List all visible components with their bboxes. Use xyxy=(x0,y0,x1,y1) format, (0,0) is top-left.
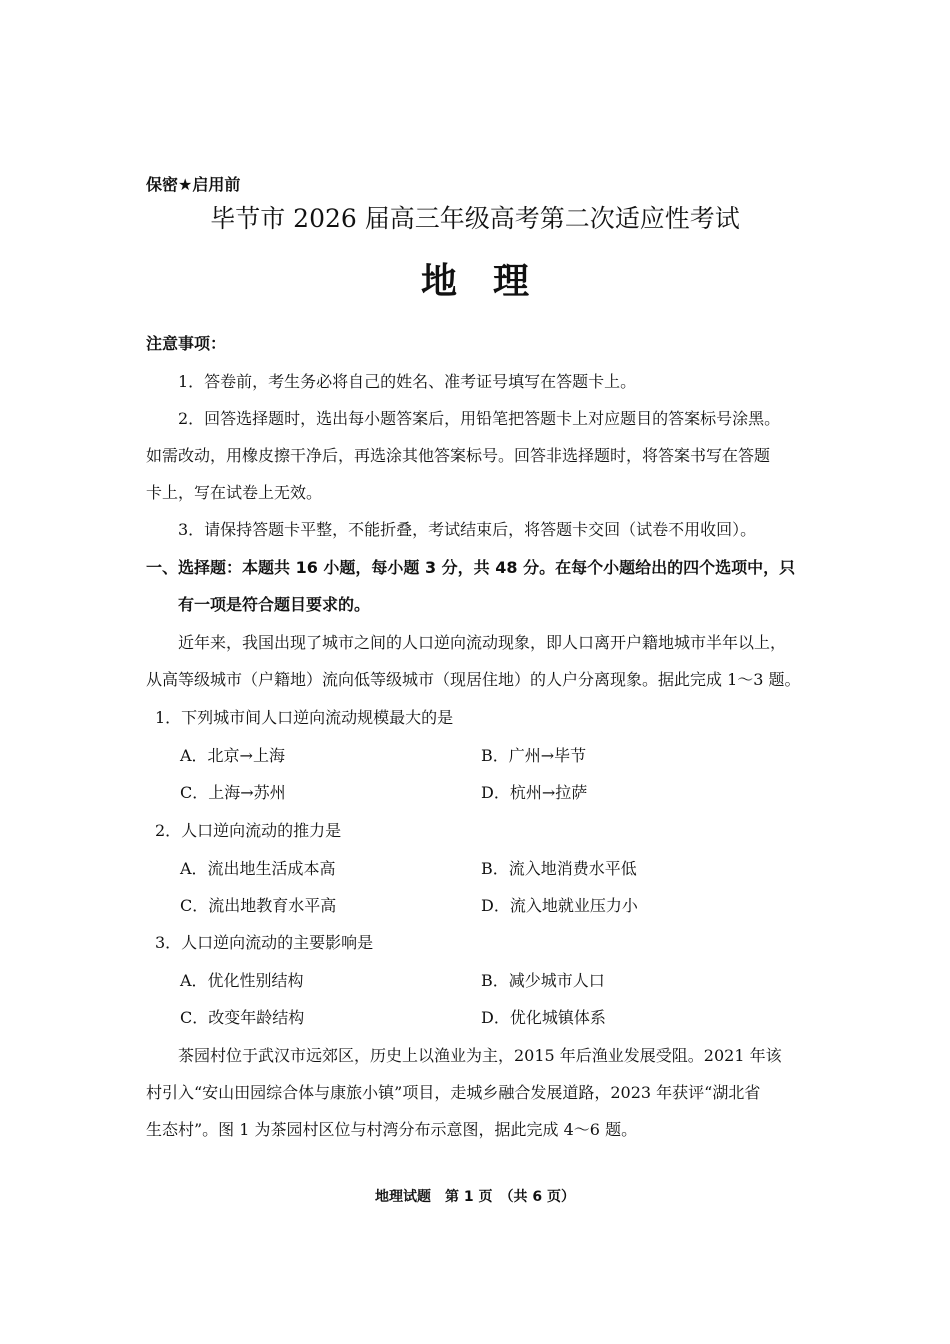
question-3-stem: 3．人口逆向流动的主要影响是 xyxy=(155,933,374,952)
passage-2-line-3: 生态村”。图 1 为茶园村区位与村湾分布示意图，据此完成 4～6 题。 xyxy=(146,1120,638,1139)
question-1-stem: 1．下列城市间人口逆向流动规模最大的是 xyxy=(155,708,454,727)
question-1-option-c: C．上海→苏州 xyxy=(180,783,286,802)
question-3-option-c: C．改变年龄结构 xyxy=(180,1008,305,1027)
notice-item-1: 1．答卷前，考生务必将自己的姓名、准考证号填写在答题卡上。 xyxy=(178,372,637,391)
notice-item-2-line-1: 2．回答选择题时，选出每小题答案后，用铅笔把答题卡上对应题目的答案标号涂黑。 xyxy=(178,409,781,428)
passage-1-line-2: 从高等级城市（户籍地）流向低等级城市（现居住地）的人户分离现象。据此完成 1～3 题。 xyxy=(146,670,801,689)
question-2-option-c: C．流出地教育水平高 xyxy=(180,896,337,915)
question-2-stem: 2．人口逆向流动的推力是 xyxy=(155,821,342,840)
question-2-option-b: B．流入地消费水平低 xyxy=(481,859,637,878)
question-1-option-b: B．广州→毕节 xyxy=(481,746,587,765)
notice-item-2-line-2: 如需改动，用橡皮擦干净后，再选涂其他答案标号。回答非选择题时，将答案书写在答题 xyxy=(146,446,771,465)
question-3-option-b: B．减少城市人口 xyxy=(481,971,605,990)
question-2-option-a: A．流出地生活成本高 xyxy=(180,859,336,878)
subject-title: 地理 xyxy=(420,261,565,302)
question-2-option-d: D．流入地就业压力小 xyxy=(481,896,638,915)
section-1-heading-line-1: 一、选择题：本题共 16 小题，每小题 3 分，共 48 分。在每个小题给出的四个选项中，只 xyxy=(146,558,796,577)
notice-item-2-line-3: 卡上，写在试卷上无效。 xyxy=(146,483,323,502)
passage-1-line-1: 近年来，我国出现了城市之间的人口逆向流动现象，即人口离开户籍地城市半年以上， xyxy=(178,633,787,652)
question-3-option-d: D．优化城镇体系 xyxy=(481,1008,606,1027)
notice-item-3: 3．请保持答题卡平整，不能折叠，考试结束后，将答题卡交回（试卷不用收回）。 xyxy=(178,520,757,539)
passage-2-line-1: 茶园村位于武汉市远郊区，历史上以渔业为主，2015 年后渔业发展受阻。2021 年该 xyxy=(178,1046,782,1065)
question-1-option-d: D．杭州→拉萨 xyxy=(481,783,588,802)
question-3-option-a: A．优化性别结构 xyxy=(180,971,304,990)
question-1-option-a: A．北京→上海 xyxy=(180,746,285,765)
page-footer: 地理试题 第 1 页 （共 6 页） xyxy=(375,1189,575,1205)
exam-title: 毕节市 2026 届高三年级高考第二次适应性考试 xyxy=(210,204,740,233)
notice-heading: 注意事项： xyxy=(146,334,227,353)
confidential-mark: 保密★启用前 xyxy=(146,175,241,194)
section-1-heading-line-2: 有一项是符合题目要求的。 xyxy=(178,595,371,614)
passage-2-line-2: 村引入“安山田园综合体与康旅小镇”项目，走城乡融合发展道路，2023 年获评“湖北省 xyxy=(146,1083,761,1102)
